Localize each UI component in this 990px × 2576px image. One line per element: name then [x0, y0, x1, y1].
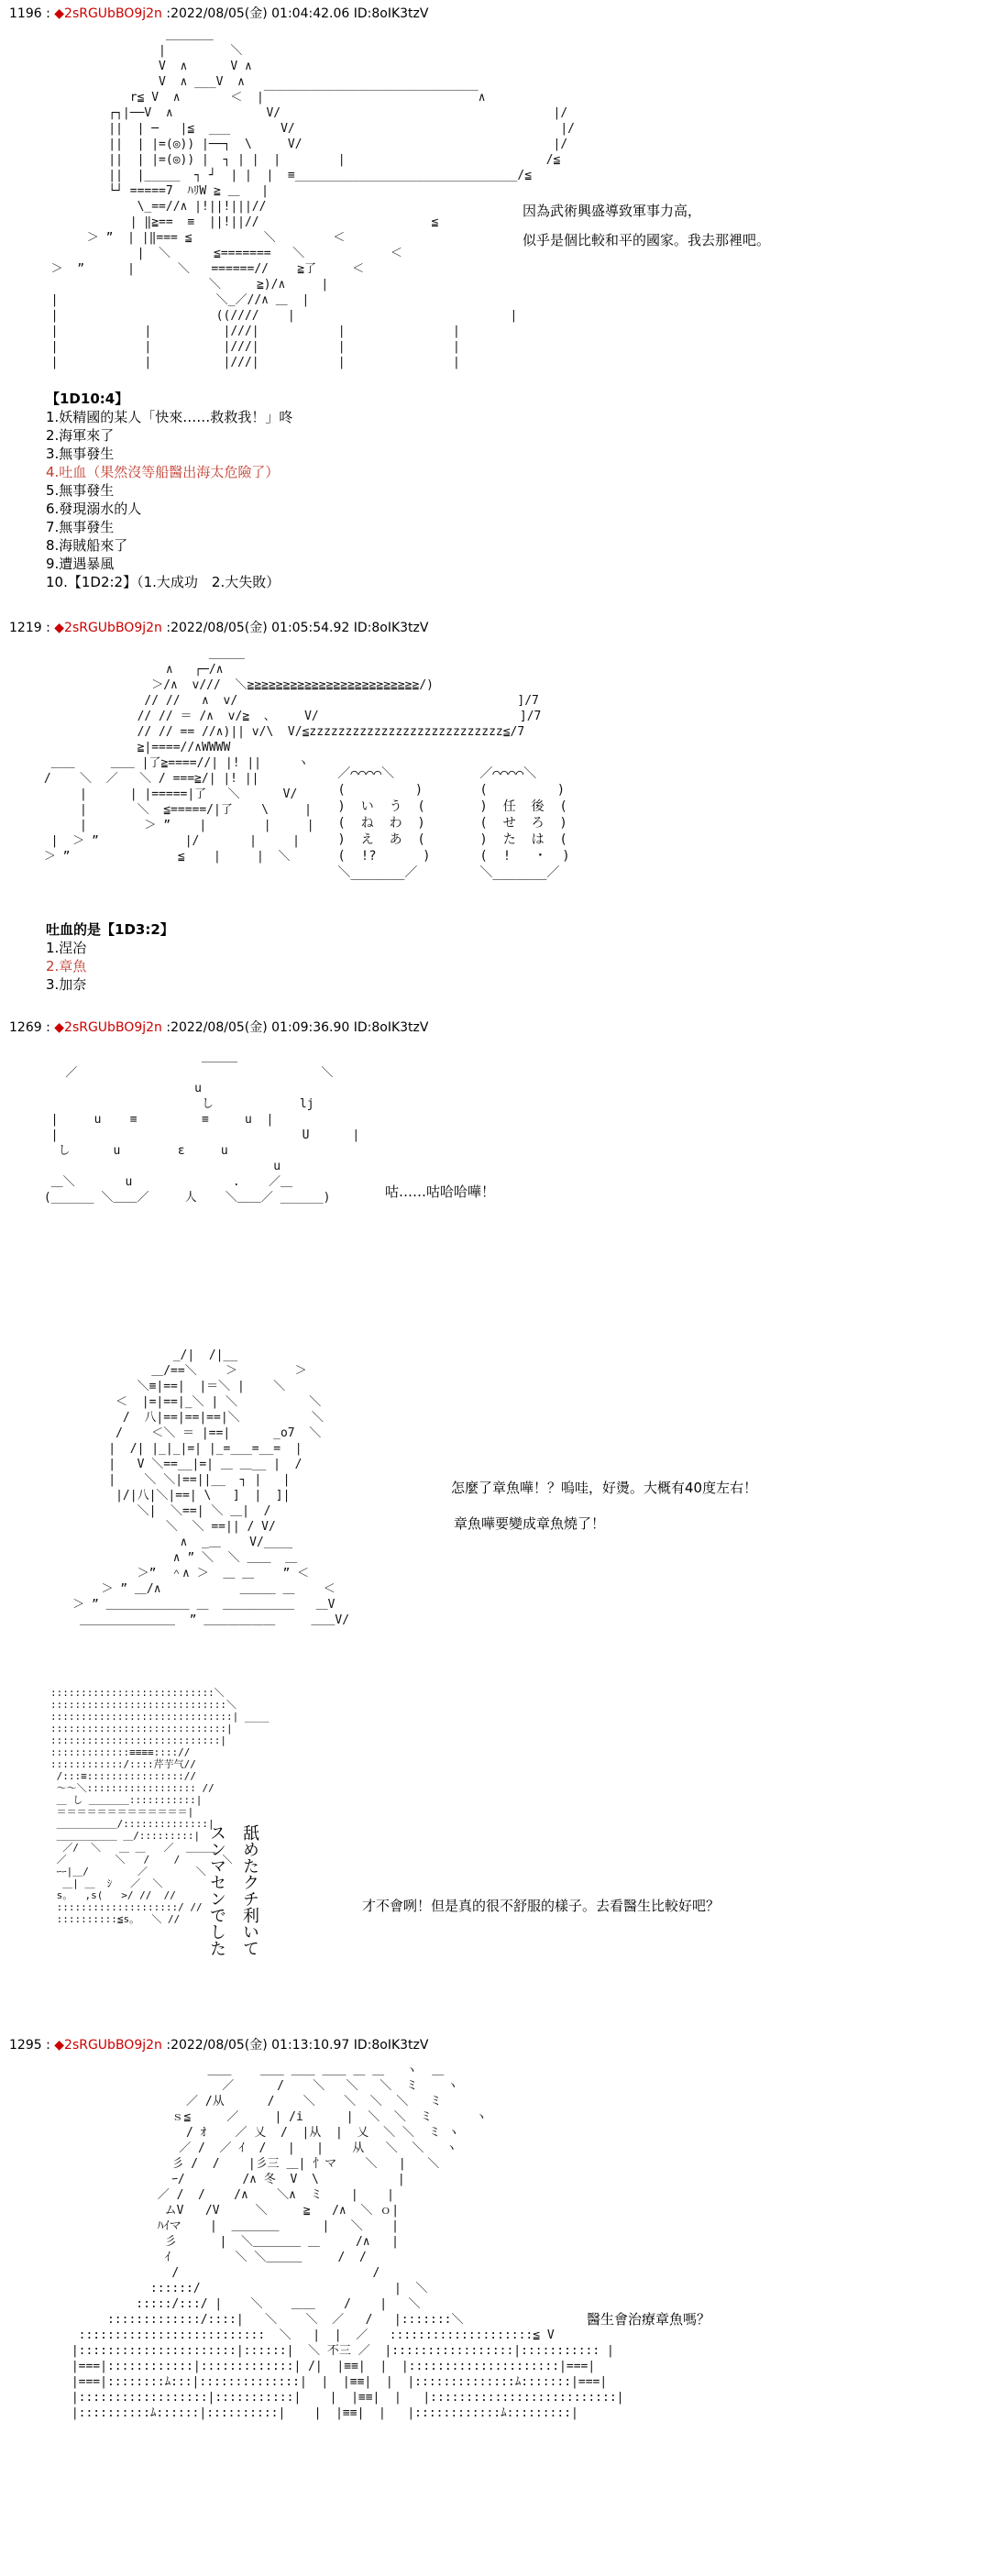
roll-item: 6.發現溺水的人	[46, 501, 142, 517]
roll-item: 8.海賊船來了	[46, 537, 128, 554]
post-trip[interactable]: ◆2sRGUbBO9j2n	[54, 2038, 162, 2053]
dice-roll-list-1219	[46, 920, 174, 994]
ascii-art-doctor: ＿＿ ＿＿ ＿＿ ＿＿ ＿ ＿ ヽ ＿ ／ / ＼ ＼ ＼ ミ ヽ ／ /从 / ＼ ＼ ＼ ＼ ミ ｓ≦ ／ | /i | ＼ ＼ ミ ヽ / ｵ ／ 乂 / |从 | 乂 ＼ ＼ ミ ヽ ／ / ／ ｲ / | | 从 ＼ ＼ ヽ 彡 / / |彡三 ＿| 忄マ ＼ | ＼ ｰ/ /∧ 冬 V \ | ／ / / /∧ ＼∧ ミ | | ムV /V ＼ ≧ /∧ ＼ ｏ| ﾊｲマ | ＿＿＿＿ | ＼ | 彡 | ＼＿＿＿＿ ＿ /∧ | ｲ ＼ ＼＿＿＿ / / / / ::::::/ | ＼ :::::/:::/ | ＼ ＿＿ / | ＼ :::::::::::::/::::| ＼ ＼ ／ / |:::::::＼ :::::::::::::::::::::::::: ＼ | | ／ ::::::::::::::::::::≦ V |::::::::::::::::::::::|::::::| ＼ 不三 ／ |:::::::::::::::::|::::::::::: | |===|::::::::::::|:::::::::::::| /| |≡≡| | |:::::::::::::::::::::|===| |===|::::::::ﾑ:::|::::::::::::::| | |≡≡| | |::::::::::::::ﾑ:::::::|===| |::::::::::::::::::|:::::::::::| | |≡≡| | |::::::::::::::::::::::::::| |::::::::::ﾑ::::::|::::::::::| | |≡≡| | |::::::::::::ﾑ:::::::::|	[71, 2064, 624, 2420]
post-header-1295: 1295 : ◆2sRGUbBO9j2n :2022/08/05(金) 01:13:10.97 ID:8oIK3tzV	[9, 2038, 429, 2053]
caption-1269-1: 咕……咕哈哈嘩！	[385, 1183, 496, 1200]
ascii-art-octopus-face: ＿＿＿ ／ ＼ u し lj | u ≡ ≡ u | | U | し u ε u u ＿＼ u . ／＿ (______ ＼＿＿／ 人 ＼＿＿／ ______)	[43, 1051, 360, 1205]
caption-1269-3: 章魚嘩要變成章魚燒了！	[454, 1515, 606, 1532]
roll-item: 1.涅冶	[46, 940, 87, 956]
caption-1269-2: 怎麼了章魚嘩！？嗚哇，好燙。大概有40度左右！	[451, 1480, 758, 1496]
dice-roll-list-1196	[46, 390, 292, 591]
post-trip[interactable]: ◆2sRGUbBO9j2n	[54, 1020, 162, 1035]
speech-bubble-left: ／⌒⌒⌒⌒＼ ( ) ) い う ( ( ね わ ) ) え あ ( ( !? ) ＼_______／	[337, 766, 431, 880]
roll-item: 2.海軍來了	[46, 427, 115, 444]
dice-roll-title: 【1D10:4】	[46, 391, 129, 407]
post-header-1219: 1219 : ◆2sRGUbBO9j2n :2022/08/05(金) 01:05:54.92 ID:8oIK3tzV	[9, 621, 429, 635]
roll-item-selected: 4.吐血（果然沒等船醫出海太危險了）	[46, 464, 280, 480]
roll-item: 3.無事發生	[46, 446, 115, 462]
post-trip[interactable]: ◆2sRGUbBO9j2n	[54, 621, 162, 635]
post-meta: :2022/08/05(金) 01:09:36.90 ID:8oIK3tzV	[166, 1020, 429, 1035]
post-meta: :2022/08/05(金) 01:04:42.06 ID:8oIK3tzV	[166, 6, 429, 21]
caption-1269-4: 才不會咧！但是真的很不舒服的樣子。去看醫生比較好吧？	[362, 1898, 720, 1914]
post-meta: :2022/08/05(金) 01:05:54.92 ID:8oIK3tzV	[166, 621, 429, 635]
vertical-text-1: 舐めたクチ利いて	[240, 1824, 259, 1956]
roll-item: 1.妖精國的某人「快來……救救我！」咚	[46, 409, 293, 425]
post-number: 1196	[9, 6, 42, 21]
ascii-art-worried-character: _/| /|__ ＿/==＼ ＞ ＞ ＼≡|==| |＝＼ | ＼ ＜ |=|==|_＼ | ＼ ＼ / 八|==|==|==|＼ ＼ / ＜＼ ＝ |==| _o7 ＼ | /| |_|_|=| |_=___=__= | | V ＼==__|=| ＿ ＿__ | / | ＼ ＼|==||__ ┐ | | |/|八|＼|==| \ ] | ]| ＼| ＼==| ＼ ＿| / ＼ ＼ ==|| / V/ ∧ _＿ V/____ ∧ ” ＼ ＼ ＿＿ ＿ ＞” ＾∧ ＞ ＿ ＿ ” ＜ ＞ ” ＿/∧ ＿＿＿ ＿ ＜ ＞ ” ＿＿＿＿＿＿＿ ＿ ＿＿＿＿＿＿ ＿V ＿＿＿＿＿＿＿＿ ” ＿＿＿＿＿＿ ＿＿V/	[72, 1349, 350, 1627]
post-header-1196: 1196 : ◆2sRGUbBO9j2n :2022/08/05(金) 01:04:42.06 ID:8oIK3tzV	[9, 6, 429, 21]
ascii-art-ninja-chainsaw: ＿＿＿＿ | ＼ V ∧ V ∧ V ∧ ___V ∧ r≦ V ∧ ＜ |￣￣￣￣￣￣￣￣￣￣￣￣￣￣￣￣￣￣∧ ┌┐|──V ∧ V/ |/ || | ─ |≦ ___ V/ |/ || | |=(◎)) |──┐ \ V/ |/ || | |=(◎)) | ┐ | | | | /≦ || |_____ ┐ ┘ | | | ≡_______________________________/≦ └┘ =====7 ﾊﾘW ≧ ＿ | \_==//∧ |!||!|||// | ‖≧== ≡ ||!||// ≦ ＞ ” | |‖=== ≦ ＼ ＜ | ＼ ≦======= ＼ ＜ ＞ ” | ＼ ======// ≧了 ＜ ＼ ≧)/∧ | | ＼_／//∧ ＿ | | ((//// | | | | |///| | | | | |///| | | | | |///| | |	[50, 28, 575, 369]
post-trip[interactable]: ◆2sRGUbBO9j2n	[54, 6, 162, 21]
post-number: 1269	[9, 1020, 42, 1035]
post-number: 1295	[9, 2038, 42, 2053]
post-meta: :2022/08/05(金) 01:13:10.97 ID:8oIK3tzV	[166, 2038, 429, 2053]
caption-1295-1: 醫生會治療章魚嗎？	[587, 2311, 711, 2328]
roll-item: 9.遭遇暴風	[46, 556, 115, 572]
post-header-1269: 1269 : ◆2sRGUbBO9j2n :2022/08/05(金) 01:09:36.90 ID:8oIK3tzV	[9, 1020, 429, 1035]
post-number: 1219	[9, 621, 42, 635]
caption-1196-1: 因為武術興盛導致軍事力高，	[522, 203, 702, 219]
vertical-text-2: スンマセンでした	[207, 1824, 226, 1956]
caption-1196-2: 似乎是個比較和平的國家。我去那裡吧。	[522, 232, 771, 248]
dice-roll-title: 吐血的是【1D3:2】	[46, 921, 174, 938]
roll-item: 5.無事發生	[46, 482, 115, 499]
roll-item: 3.加奈	[46, 976, 87, 993]
roll-item: 10.【1D2:2】（1.大成功 2.大失敗）	[46, 574, 280, 590]
roll-item: 7.無事發生	[46, 519, 115, 535]
roll-item-selected: 2.章魚	[46, 958, 87, 974]
speech-bubble-right: ／⌒⌒⌒⌒＼ ( ) ) 任 後 ( ( せ ろ ) ) た は ( ( ! ・ ) ＼_______／	[479, 766, 570, 880]
ascii-art-bowing-character: :::::::::::::::::::::::::::＼ :::::::::::::::::::::::::::::＼ ::::::::::::::::::::::::::::::| ____ :::::::::::::::::::::::::::::| ::::::::::::::::::::::::::::| :::::::::::::≡≡≡≡::::// ::::::::::::/::::芹芋气// /:::≡::::::::::::::::// ～～＼:::::::::::::::::: // ＿ し ＿＿＿＿:::::::::::| ＝＝＝＝＝＝＝＝＝＝＝＝＝| ＿＿＿＿＿＿/::::::::::::::| ＿＿＿＿＿＿ ＿/:::::::::| ／/ ＼ ＿ ＿ ／ ＿＿＿ ／ ＼ / / ＼ ｰｰ|＿/ ／ ＼ ＿| ＿ ｼ ／ ＼ s。 ,s( >/ // // ::::::::::::::::::::/ // ::::::::::≦s。 ＼ //	[50, 1687, 270, 1925]
ascii-art-chainsaw-pose: ＿＿＿ ∧ ┌─/∧ ＞/∧ v/// ＼≧≧≧≧≧≧≧≧≧≧≧≧≧≧≧≧≧≧≧≧≧≧≧≧/) // // ∧ v/ ]/7 // // ＝ /∧ v/≧ 、 V/ ]/7 // // == //∧)|| v/\ V/≦zzzzzzzzzzzzzzzzzzzzzzzzzzz≦/7 ≧|====//∧WWWW ＿＿ ＿＿ |了≧====//| |! || ヽ / ＼ ／ ＼ / ===≧/| |! || | | |=====|了 ＼ V/ | ＼ ≦=====/|了 \ | | ＞ ” | | | | ＞ ” |/ | | ＞ ” ≦ | | ＼	[43, 647, 542, 864]
